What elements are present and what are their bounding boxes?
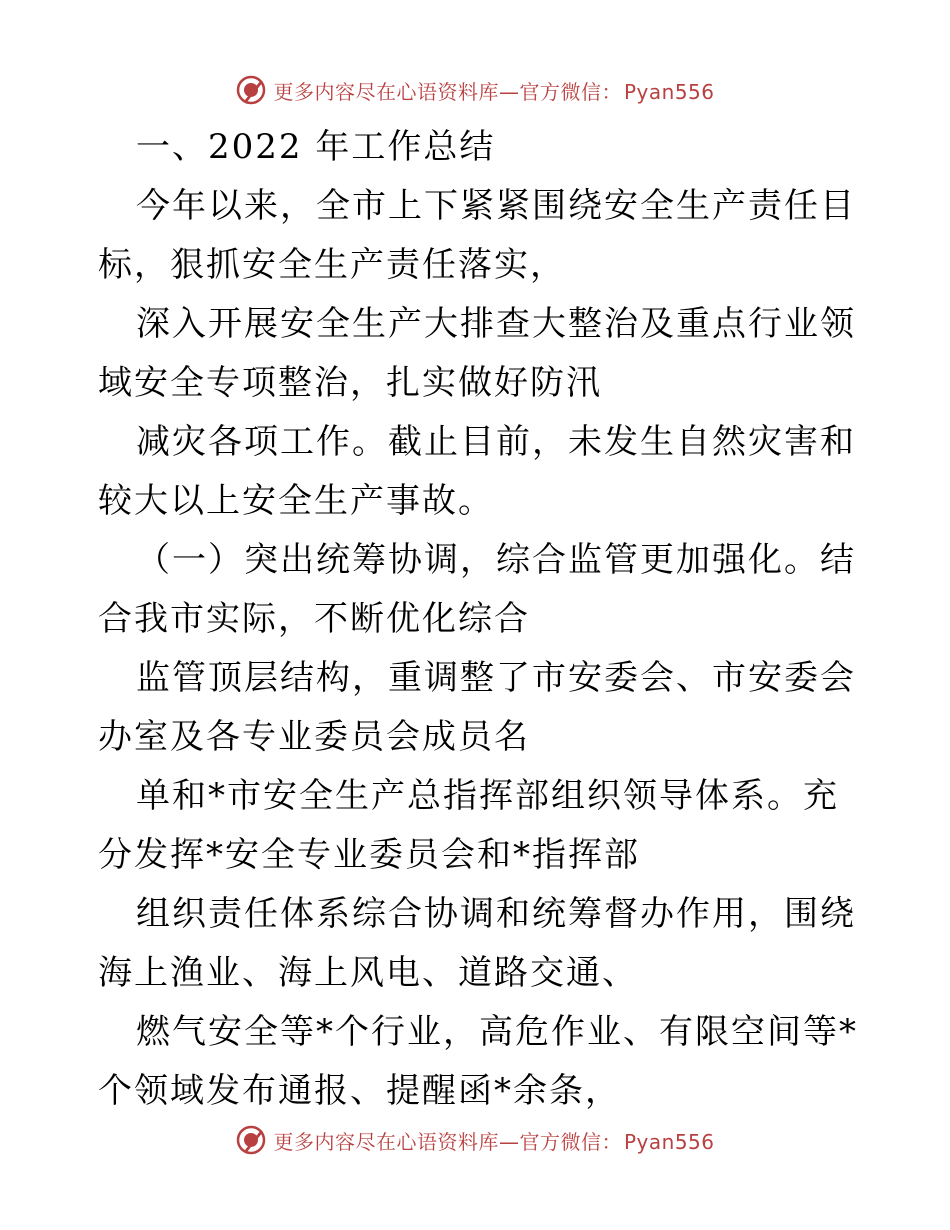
- paragraph: 减灾各项工作。截止目前，未发生自然灾害和较大以上安全生产事故。: [98, 422, 856, 521]
- header-watermark: [0, 70, 950, 110]
- paragraph: 燃气安全等*个行业，高危作业、有限空间等*个领域发布通报、提醒函*余条，: [98, 1012, 858, 1111]
- watermark-account: Pyan556: [623, 1129, 715, 1154]
- watermark-label: [273, 76, 714, 105]
- paragraph: 深入开展安全生产大排查大整治及重点行业领域安全专项整治，扎实做好防汛: [98, 304, 856, 403]
- footer-watermark: [0, 1120, 950, 1160]
- watermark-account: Pyan556: [623, 79, 715, 104]
- paragraph: 组织责任体系综合协调和统筹督办作用，围绕海上渔业、海上风电、道路交通、: [98, 894, 856, 993]
- quill-seal-logo-icon: [235, 74, 267, 106]
- paragraph: 监管顶层结构，重调整了市安委会、市安委会办室及各专业委员会成员名: [98, 658, 856, 757]
- paragraph: 今年以来，全市上下紧紧围绕安全生产责任目标，狠抓安全生产责任落实，: [98, 186, 856, 285]
- watermark-text: 更多内容尽在心语资料库—官方微信：: [273, 1129, 622, 1154]
- section-heading: 一、2022 年工作总结: [136, 127, 496, 167]
- watermark-label: [273, 1126, 714, 1155]
- document-body: [98, 118, 858, 1121]
- paragraph: 单和*市安全生产总指挥部组织领导体系。充分发挥*安全专业委员会和*指挥部: [98, 776, 839, 875]
- quill-seal-logo-icon: [235, 1124, 267, 1156]
- paragraph: （一）突出统筹协调，综合监管更加强化。结合我市实际，不断优化综合: [98, 540, 856, 639]
- watermark-text: 更多内容尽在心语资料库—官方微信：: [273, 79, 622, 104]
